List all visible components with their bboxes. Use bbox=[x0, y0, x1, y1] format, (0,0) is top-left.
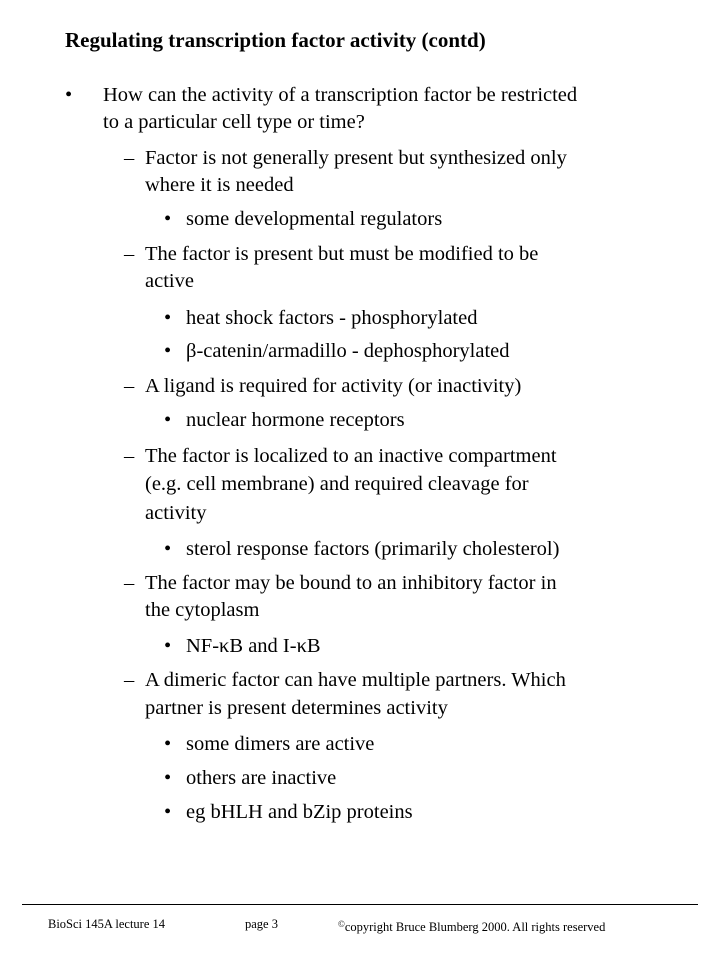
example-heat-shock: heat shock factors - phosphorylated bbox=[186, 307, 478, 329]
example-catenin: β-catenin/armadillo - dephosphorylated bbox=[186, 340, 510, 362]
sub-bullet-marker: • bbox=[164, 307, 172, 329]
question-line-2: to a particular cell type or time? bbox=[103, 111, 365, 133]
kappa-symbol: κ bbox=[296, 635, 307, 657]
copyright-symbol: © bbox=[338, 919, 345, 929]
question-line-1: How can the activity of a transcription factor be restricted bbox=[103, 84, 578, 106]
example-nf-kb: NF-κB and I-κB bbox=[186, 635, 321, 657]
bullet-marker: • bbox=[65, 84, 73, 106]
point-3-line-1: A ligand is required for activity (or inactivity) bbox=[145, 375, 522, 397]
sub-bullet-marker: • bbox=[164, 733, 172, 755]
dash-marker: – bbox=[124, 243, 135, 265]
example-developmental: some developmental regulators bbox=[186, 208, 443, 230]
slide-title: Regulating transcription factor activity (contd) bbox=[65, 28, 486, 52]
sub-bullet-marker: • bbox=[164, 538, 172, 560]
point-2-line-2: active bbox=[145, 270, 194, 292]
example-sterol: sterol response factors (primarily cholesterol) bbox=[186, 538, 560, 560]
point-6-line-2: partner is present determines activity bbox=[145, 697, 448, 719]
sub-bullet-marker: • bbox=[164, 801, 172, 823]
dash-marker: – bbox=[124, 375, 135, 397]
sub-bullet-marker: • bbox=[164, 409, 172, 431]
sub-bullet-marker: • bbox=[164, 635, 172, 657]
point-5-line-2: the cytoplasm bbox=[145, 599, 260, 621]
example-inactive-dimers: others are inactive bbox=[186, 767, 337, 789]
sub-bullet-marker: • bbox=[164, 208, 172, 230]
footer-divider bbox=[22, 904, 698, 905]
dash-marker: – bbox=[124, 445, 135, 467]
example-active-dimers: some dimers are active bbox=[186, 733, 375, 755]
point-4-line-1: The factor is localized to an inactive compartment bbox=[145, 445, 557, 467]
dash-marker: – bbox=[124, 669, 135, 691]
kappa-symbol: κ bbox=[219, 635, 230, 657]
point-1-line-2: where it is needed bbox=[145, 174, 294, 196]
beta-symbol: β bbox=[186, 340, 197, 362]
footer-copyright: ©copyright Bruce Blumberg 2000. All rights reserved bbox=[338, 919, 606, 934]
point-1-line-1: Factor is not generally present but synthesized only bbox=[145, 147, 567, 169]
point-4-line-2: (e.g. cell membrane) and required cleavage for bbox=[145, 473, 529, 495]
point-5-line-1: The factor may be bound to an inhibitory factor in bbox=[145, 572, 557, 594]
point-2-line-1: The factor is present but must be modified to be bbox=[145, 243, 539, 265]
example-nuclear-hormone: nuclear hormone receptors bbox=[186, 409, 405, 431]
footer-page: page 3 bbox=[245, 917, 278, 931]
dash-marker: – bbox=[124, 572, 135, 594]
point-6-line-1: A dimeric factor can have multiple partners. Which bbox=[145, 669, 566, 691]
sub-bullet-marker: • bbox=[164, 767, 172, 789]
point-4-line-3: activity bbox=[145, 502, 207, 524]
dash-marker: – bbox=[124, 147, 135, 169]
sub-bullet-marker: • bbox=[164, 340, 172, 362]
example-bhlh-bzip: eg bHLH and bZip proteins bbox=[186, 801, 413, 823]
footer-course: BioSci 145A lecture 14 bbox=[48, 917, 165, 931]
